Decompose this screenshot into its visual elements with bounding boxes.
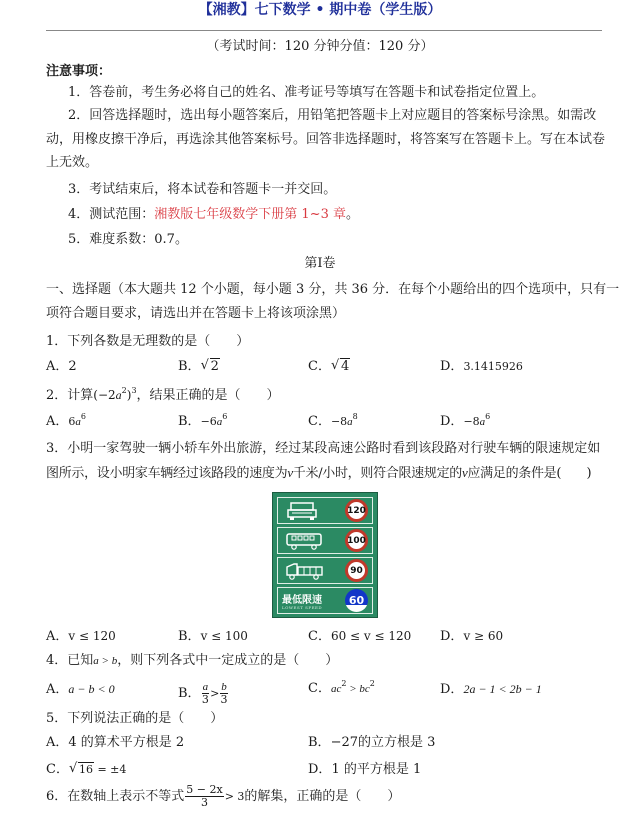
text: 图所示，设小明家车辆经过该路段的速度为 <box>46 466 288 481</box>
option-label: C． <box>308 629 331 644</box>
option-label: C． <box>308 681 331 696</box>
stem-suffix: 的解集，正确的是（ ） <box>244 789 401 804</box>
denominator: 3 <box>200 796 208 809</box>
fraction <box>220 681 228 706</box>
exp: 6 <box>485 412 491 421</box>
car-icon <box>286 502 320 520</box>
bus-limit-row <box>277 527 373 554</box>
q1-option-c <box>308 359 350 375</box>
note-item-2-line-2: 动，用橡皮擦干净后，再选涂其他答案标号。回答非选择题时，将答案写在答题卡上。写在本试卷 <box>46 132 606 147</box>
option-label: B． <box>178 686 201 701</box>
expr-part: ) <box>126 388 132 402</box>
car-speed-limit: 120 <box>345 499 368 522</box>
term: ac <box>330 683 342 695</box>
q1-option-d <box>440 359 523 375</box>
option-value: v ≥ 60 <box>463 629 504 643</box>
stem-prefix: 2．计算 <box>46 388 94 403</box>
q2-option-d <box>440 414 490 430</box>
option-value: = ±4 <box>93 763 127 776</box>
expr-var: a <box>115 388 122 402</box>
option-label: C． <box>46 762 69 777</box>
sqrt-symbol <box>69 762 94 778</box>
question-4-stem <box>46 653 338 669</box>
note-item-5: 5．难度系数：0.7。 <box>68 232 188 247</box>
truck-speed-limit: 90 <box>345 559 368 582</box>
option-label: A． <box>46 682 69 697</box>
coef: −6 <box>200 415 217 428</box>
option-label: B． <box>178 629 201 644</box>
denominator: 3 <box>201 693 209 706</box>
option-label: D． <box>440 682 464 697</box>
sqrt-symbol <box>201 359 220 375</box>
option-label: A． <box>46 359 69 374</box>
var: a <box>347 416 353 428</box>
text: 千米/小时，则符合限速规定的 <box>292 466 462 481</box>
option-value: 4 的算术平方根是 2 <box>68 735 185 750</box>
denominator: 3 <box>220 693 228 706</box>
note-item-4 <box>68 207 359 223</box>
car-limit-row <box>277 497 373 524</box>
note-item-4-prefix: 4．测试范围： <box>68 207 155 222</box>
exp: 2 <box>369 679 375 688</box>
expr-exp: 3 <box>131 386 137 395</box>
note-item-2-line-3: 上无效。 <box>46 155 99 170</box>
speed-limit-sign <box>272 492 378 618</box>
truck-limit-row <box>277 557 373 584</box>
option-label: B． <box>178 414 201 429</box>
note-item-4-suffix: 。 <box>345 207 359 222</box>
note-item-2-line-1: 2．回答选择题时，选出每小题答案后，用铅笔把答题卡上对应题目的答案标号涂黑。如需改 <box>68 108 597 123</box>
question-1-stem: 1．下列各数是无理数的是（ ） <box>46 334 250 349</box>
option-label: A． <box>46 735 69 750</box>
option-label: A． <box>46 414 69 429</box>
q3-option-b <box>178 628 248 645</box>
q5-option-c <box>46 762 126 778</box>
exp: 6 <box>222 412 228 421</box>
minimum-speed-limit: 60 <box>345 589 368 612</box>
document-title: 【湘教】七下数学 • 期中卷（学生版） <box>198 2 442 18</box>
option-label: D． <box>440 414 464 429</box>
q3-option-a <box>46 628 116 645</box>
option-value: v ≤ 120 <box>68 629 116 643</box>
numerator: a <box>202 681 209 693</box>
exp: 6 <box>80 412 86 421</box>
question-6-stem <box>46 784 400 809</box>
q4-option-c <box>308 681 375 697</box>
section-intro-line-2: 项符合题目要求，请选出并在答题卡上将该项涂黑） <box>46 306 346 321</box>
operator: > <box>210 687 220 700</box>
expr-exp: 2 <box>121 386 127 395</box>
question-3-line-1: 3．小明一家驾驶一辆小轿车外出旅游，经过某段高速公路时看到该段路对行驶车辆的限速规定如 <box>46 441 601 456</box>
q4-option-a <box>46 681 115 698</box>
minimum-speed-label: 最低限速 <box>282 595 322 606</box>
fraction <box>185 784 223 809</box>
minimum-speed-sublabel: LOWEST SPEED <box>282 605 323 610</box>
radicand: 4 <box>340 359 350 374</box>
question-3-line-2 <box>46 465 591 482</box>
q2-option-a <box>46 414 86 430</box>
option-value: 60 ≤ v ≤ 120 <box>330 629 412 643</box>
numerator: b <box>221 681 227 693</box>
var: a <box>75 416 81 428</box>
option-value: 1 的平方根是 1 <box>331 762 422 777</box>
q4-option-b <box>178 681 229 706</box>
minimum-limit-row <box>277 587 373 614</box>
option-value: 2 <box>68 359 77 374</box>
q2-option-b <box>178 414 227 430</box>
option-label: C． <box>308 414 331 429</box>
term: > bc <box>346 683 370 695</box>
bus-icon <box>286 532 324 550</box>
option-label: B． <box>178 359 201 374</box>
stem-prefix: 4．已知 <box>46 653 94 668</box>
numerator: 5 − 2x <box>186 783 223 796</box>
q1-option-a <box>46 359 77 375</box>
notes-heading: 注意事项： <box>46 64 112 79</box>
bus-speed-limit: 100 <box>345 529 368 552</box>
stem-suffix: ，则下列各式中一定成立的是（ ） <box>117 653 339 668</box>
question-5-stem: 5．下列说法正确的是（ ） <box>46 711 224 726</box>
fraction <box>202 681 210 706</box>
q3-option-d <box>440 628 503 645</box>
option-label: C． <box>308 359 331 374</box>
q2-option-c <box>308 414 358 430</box>
truck-icon <box>286 562 324 580</box>
section-intro-line-1: 一、选择题（本大题共 12 个小题，每小题 3 分，共 36 分．在每个小题给出的四个选项中，只有一 <box>46 282 620 297</box>
coef: −8 <box>463 415 480 428</box>
q5-option-a <box>46 735 184 751</box>
q4-option-d <box>440 681 542 698</box>
option-label: A． <box>46 629 69 644</box>
option-value: 3.1415926 <box>463 360 523 373</box>
exp: 2 <box>341 679 347 688</box>
option-value: 2a − 1 < 2b − 1 <box>463 682 542 696</box>
note-item-3: 3．考试结束后，将本试卷和答题卡一并交回。 <box>68 182 337 197</box>
test-scope: 湘教版七年级数学下册第 1~3 章 <box>154 207 346 222</box>
inequality: > 3 <box>224 790 245 803</box>
exp: 8 <box>352 412 358 421</box>
option-label: D． <box>440 359 464 374</box>
var: v <box>287 465 293 480</box>
stem-suffix: ，结果正确的是（ ） <box>136 388 280 403</box>
header-divider <box>46 30 602 31</box>
option-label: D． <box>440 629 464 644</box>
exam-info: （考试时间：120 分钟分值：120 分） <box>206 39 434 54</box>
q5-option-d <box>308 762 421 778</box>
var: v <box>461 465 468 480</box>
expr-part: (−2 <box>93 388 116 402</box>
text: 应满足的条件是( ) <box>467 466 592 481</box>
condition: a > b <box>93 655 118 667</box>
question-2-stem <box>46 387 280 404</box>
coef: 6 <box>68 415 76 428</box>
option-label: D． <box>308 762 332 777</box>
var: a <box>479 416 486 428</box>
option-value: −27的立方根是 3 <box>330 735 436 750</box>
option-value: a − b < 0 <box>68 682 115 696</box>
var: a <box>216 416 223 428</box>
coef: −8 <box>330 415 348 428</box>
volume-label: 第Ⅰ卷 <box>304 256 336 271</box>
q5-option-b <box>308 735 435 751</box>
option-value: v ≤ 100 <box>200 629 248 643</box>
radicand: 16 <box>78 763 93 776</box>
radicand: 2 <box>210 359 219 374</box>
q1-option-b <box>178 359 220 375</box>
option-label: B． <box>308 735 331 750</box>
sqrt-symbol <box>331 359 350 375</box>
expression <box>93 388 136 402</box>
stem-prefix: 6．在数轴上表示不等式 <box>46 789 185 804</box>
note-item-1: 1．答卷前，考生务必将自己的姓名、准考证号等填写在答题卡和试卷指定位置上。 <box>68 85 545 100</box>
q3-option-c <box>308 628 411 645</box>
